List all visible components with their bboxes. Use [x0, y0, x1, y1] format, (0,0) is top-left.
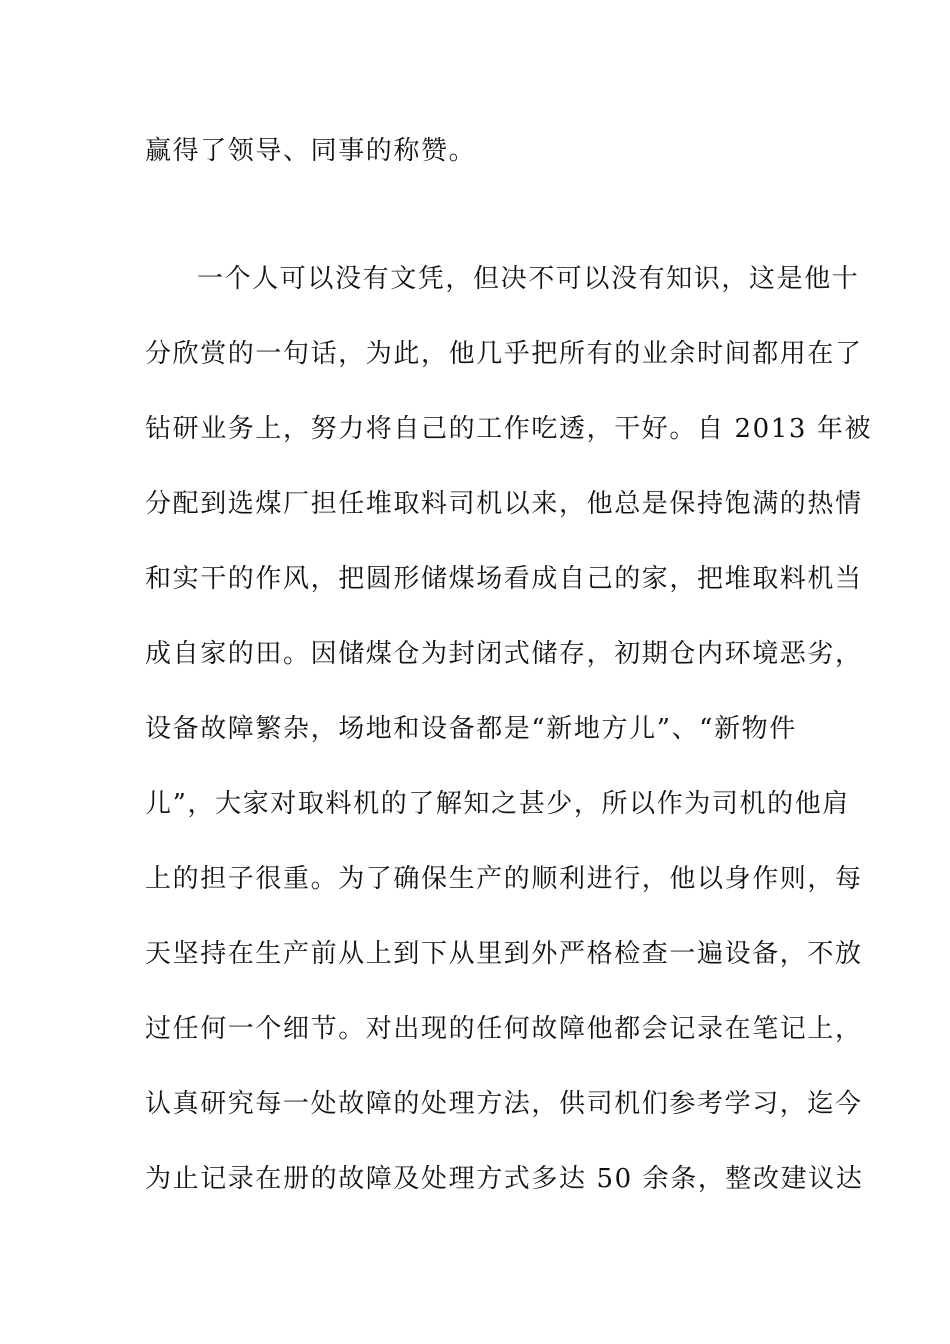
text-line-9: 儿”，大家对取料机的了解知之甚少，所以作为司机的他肩	[145, 789, 850, 819]
text-line-4: 钻研业务上，努力将自己的工作吃透，干好。自 2013 年被	[145, 414, 873, 444]
paragraph-first-line: 一个人可以没有文凭，但决不可以没有知识，这是他十	[197, 264, 860, 294]
text-line-10: 上的担子很重。为了确保生产的顺利进行，他以身作则，每	[145, 864, 863, 894]
text-line-13: 认真研究每一处故障的处理方法，供司机们参考学习，迄今	[145, 1089, 863, 1119]
text-line-8: 设备故障繁杂，场地和设备都是“新地方儿”、“新物件	[145, 714, 797, 744]
text-line-6: 和实干的作风，把圆形储煤场看成自己的家，把堆取料机当	[145, 564, 863, 594]
text-line-3: 分欣赏的一句话，为此，他几乎把所有的业余时间都用在了	[145, 339, 863, 369]
text-line-11: 天坚持在生产前从上到下从里到外严格检查一遍设备，不放	[145, 939, 863, 969]
text-line-12: 过任何一个细节。对出现的任何故障他都会记录在笔记上，	[145, 1014, 863, 1044]
text-line-1: 赢得了领导、同事的称赞。	[145, 136, 477, 166]
text-line-5: 分配到选煤厂担任堆取料司机以来，他总是保持饱满的热情	[145, 489, 863, 519]
text-line-7: 成自家的田。因储煤仓为封闭式储存，初期仓内环境恶劣，	[145, 639, 863, 669]
text-line-14: 为止记录在册的故障及处理方式多达 50 余条，整改建议达	[145, 1164, 864, 1194]
